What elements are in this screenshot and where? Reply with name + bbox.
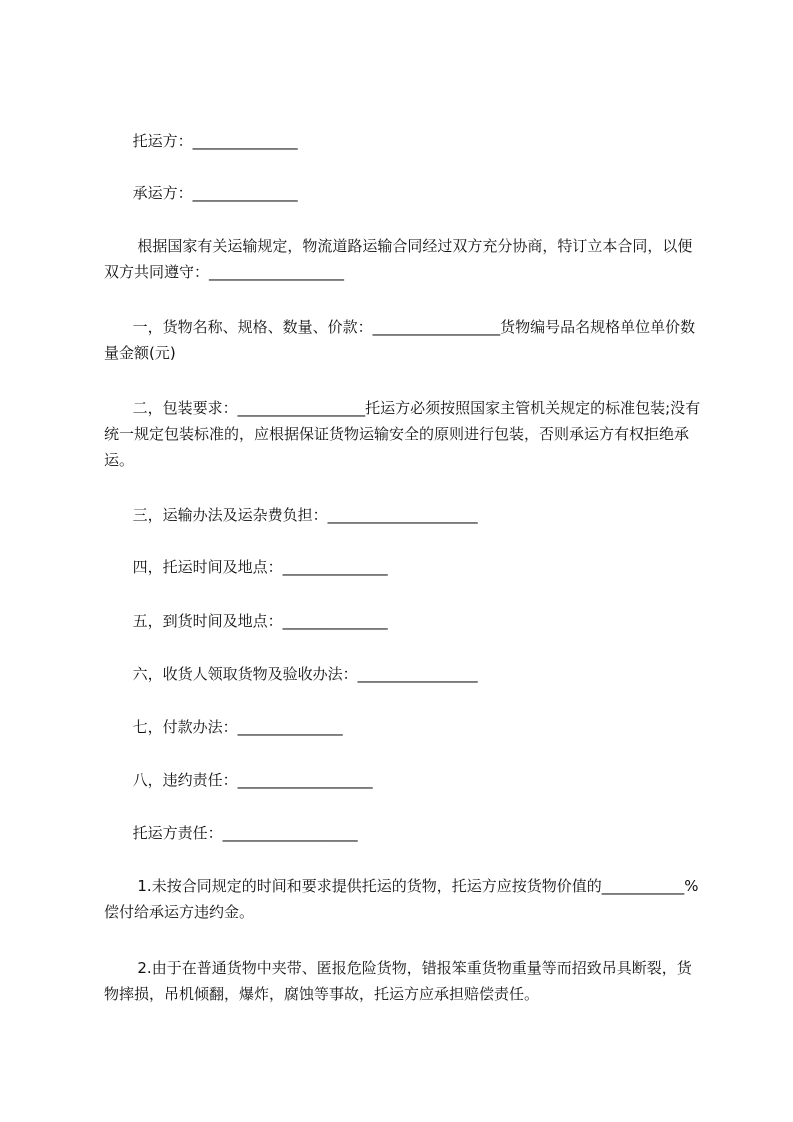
liability-item-2: 2.由于在普通货物中夹带、匿报危险货物，错报笨重货物重量等而招致吊具断裂，货物摔损，吊机倾翻，爆炸，腐蚀等事故，托运方应承担赔偿责任。 [104,959,692,1003]
clause-arrival-time: 五，到货时间及地点：______________ [104,612,388,630]
intro-paragraph: 根据国家有关运输规定，物流道路运输合同经过双方充分协商，特订立本合同，以便双方共同遵守：__________________ [104,237,693,281]
shipper-line: 托运方：______________ [104,132,298,150]
shipper-liability-heading: 托运方责任：__________________ [104,824,358,842]
clause-goods: 一，货物名称、规格、数量、价款：_________________货物编号品名规格单位单价数量金额(元) [104,318,696,362]
liability-item-1: 1.未按合同规定的时间和要求提供托运的货物，托运方应按货物价值的___________%偿付给承运方违约金。 [104,877,699,921]
clause-receipt: 六，收货人领取货物及验收办法：________________ [104,665,478,683]
carrier-line: 承运方：______________ [104,184,298,202]
clause-payment: 七，付款办法：______________ [104,718,343,736]
clause-transport-method: 三，运输办法及运杂费负担：____________________ [104,506,478,524]
clause-shipping-time: 四，托运时间及地点：______________ [104,558,388,576]
clause-liability: 八，违约责任：__________________ [104,771,373,789]
clause-packaging: 二，包装要求：_________________托运方必须按照国家主管机关规定的标准包装;没有统一规定包装标准的，应根据保证货物运输安全的原则进行包装，否则承运方有权拒绝承运。 [104,399,701,469]
